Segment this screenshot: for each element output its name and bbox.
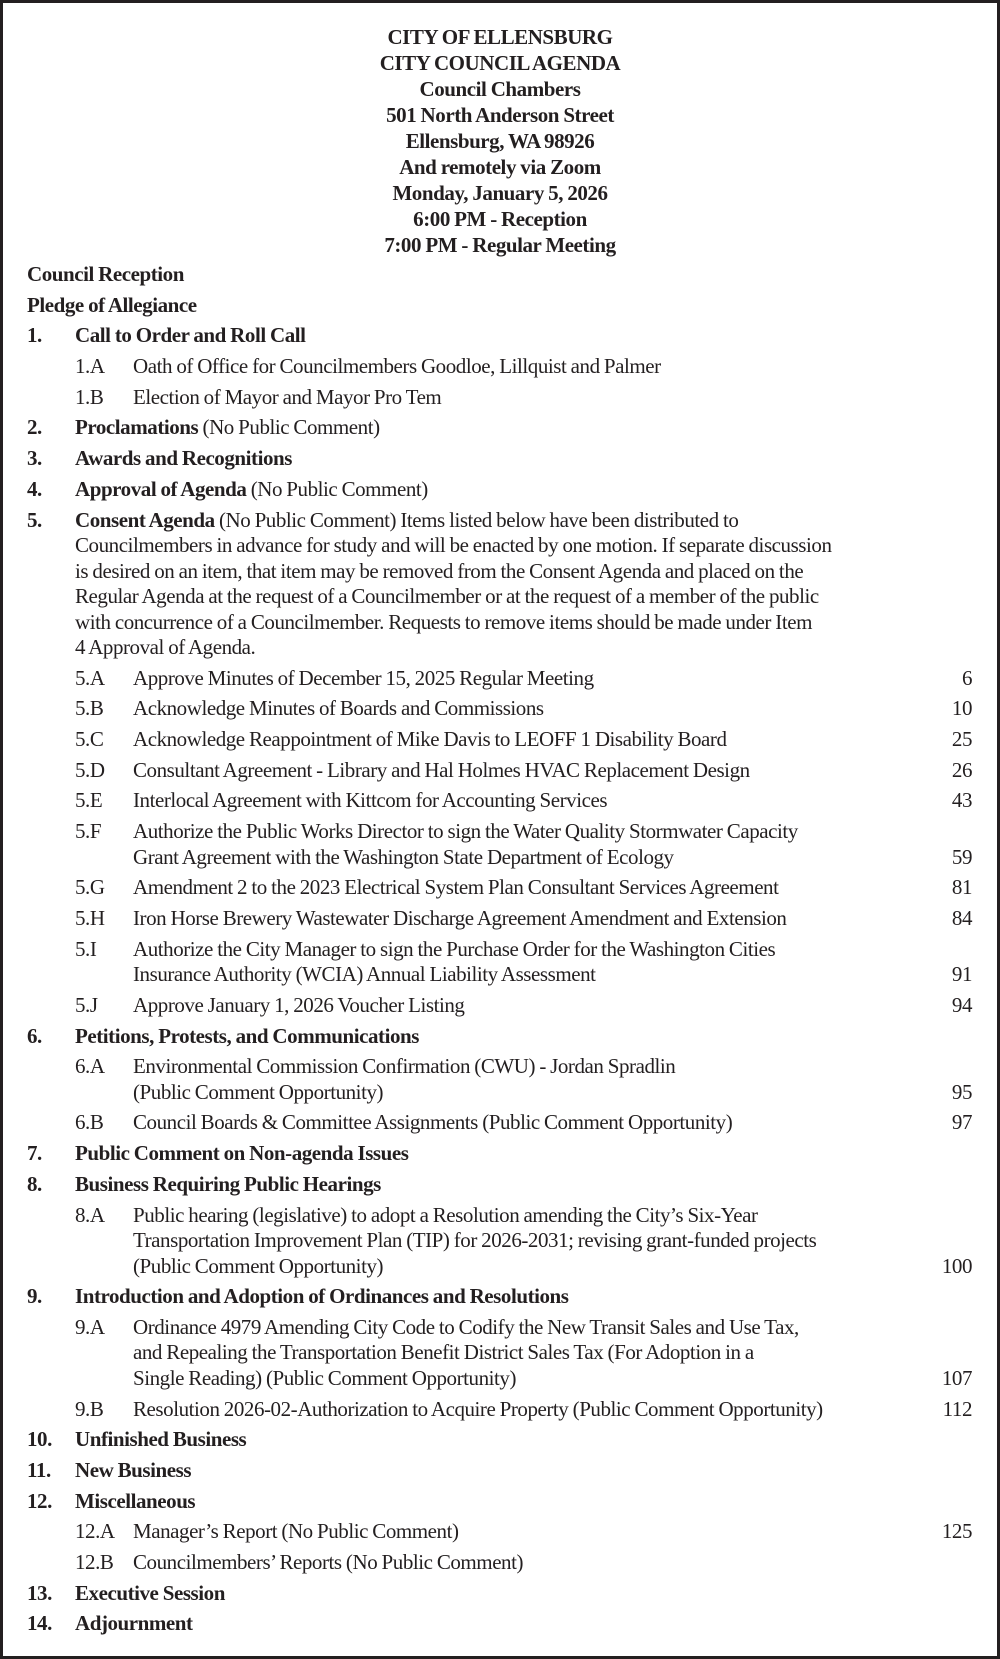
- agenda-item: [27, 1458, 972, 1484]
- agenda-subitem-text: [27, 819, 972, 870]
- packet-page-number: 43: [951, 788, 972, 813]
- agenda-subitem-line: Council Boards & Committee Assignments (Public Comment Opportunity): [133, 1110, 733, 1135]
- agenda-item-heading-line: [75, 1284, 972, 1310]
- agenda-subitem-line: Transportation Improvement Plan (TIP) for 2026-2031; revising grant-funded projects: [133, 1228, 817, 1252]
- agenda-item-note: (No Public Comment): [246, 476, 428, 501]
- agenda-item-heading: [27, 1581, 972, 1607]
- packet-page-number: 94: [951, 992, 972, 1017]
- agenda-subitem-number: 5.D: [75, 757, 105, 782]
- agenda-subitem: [27, 1397, 972, 1423]
- agenda-item-title: Unfinished Business: [75, 1427, 247, 1452]
- agenda-item-number: 13.: [27, 1580, 52, 1605]
- agenda-subitem-text: [27, 1203, 972, 1280]
- agenda-subitem-number: 1.A: [75, 354, 105, 379]
- agenda-item: [27, 1581, 972, 1607]
- agenda-item-title: Introduction and Adoption of Ordinances and Resolutions: [75, 1284, 569, 1309]
- agenda-item-heading-line: [75, 1581, 972, 1607]
- agenda-subitem-text: [27, 993, 972, 1019]
- agenda-item-number: 2.: [27, 415, 42, 440]
- agenda-item-heading-line: [75, 1427, 972, 1453]
- agenda-item-heading-line: [75, 1024, 972, 1050]
- packet-page-number: 81: [951, 875, 972, 900]
- agenda-subitem-text: [27, 666, 972, 692]
- agenda-item-number: 8.: [27, 1171, 42, 1196]
- packet-page-number: 112: [942, 1396, 972, 1421]
- agenda-item-heading: [27, 1427, 972, 1453]
- agenda-item-heading-line: [75, 477, 972, 503]
- agenda-item-heading-line: [75, 446, 972, 472]
- agenda-subitem-text: [27, 1315, 972, 1392]
- agenda-subitem-number: 6.A: [75, 1054, 105, 1079]
- agenda-item-heading-line: [75, 508, 972, 534]
- preamble-pledge: Pledge of Allegiance: [27, 292, 197, 317]
- agenda-item-heading: [27, 1172, 972, 1198]
- packet-page-number: 25: [951, 727, 972, 752]
- agenda-subitem: [27, 993, 972, 1019]
- packet-page-number: 10: [951, 696, 972, 721]
- agenda-item-number: 5.: [27, 507, 42, 532]
- agenda-subitem-number: 8.A: [75, 1202, 105, 1227]
- agenda-item-title: Public Comment on Non-agenda Issues: [75, 1141, 409, 1166]
- agenda-subitem-line: Interlocal Agreement with Kittcom for Accounting Services: [133, 788, 608, 813]
- agenda-item: [27, 508, 972, 661]
- agenda-header: [3, 24, 997, 258]
- header-venue: Council Chambers: [419, 77, 581, 101]
- agenda-subitem-line: Councilmembers’ Reports (No Public Comment): [133, 1550, 524, 1574]
- agenda-item-heading: [27, 1284, 972, 1310]
- agenda-subitem-line: Approve January 1, 2026 Voucher Listing: [133, 992, 465, 1017]
- packet-page-number: 95: [951, 1079, 972, 1104]
- agenda-item: [27, 1141, 972, 1167]
- agenda-item-number: 14.: [27, 1611, 52, 1636]
- agenda-item-note: (No Public Comment): [198, 415, 380, 440]
- agenda-item: [27, 477, 972, 503]
- agenda-subitem: [27, 727, 972, 753]
- agenda-subitem: [27, 696, 972, 722]
- agenda-subitem-line: Approve Minutes of December 15, 2025 Regular Meeting: [133, 665, 594, 690]
- agenda-item-heading: [27, 508, 972, 661]
- agenda-subitem-number: 5.J: [75, 992, 98, 1017]
- agenda-subitem: [27, 1203, 972, 1280]
- agenda-subitem-number: 6.B: [75, 1110, 104, 1135]
- agenda-item-number: 9.: [27, 1284, 42, 1309]
- agenda-item-number: 11.: [27, 1457, 51, 1482]
- agenda-subitem: [27, 788, 972, 814]
- agenda-subitem: [27, 1315, 972, 1392]
- agenda-item: [27, 1284, 972, 1310]
- agenda-body: [27, 262, 972, 1637]
- agenda-subitem-text: [27, 385, 972, 411]
- agenda-item: [27, 446, 972, 472]
- agenda-subitem-line: Public hearing (legislative) to adopt a Resolution amending the City’s Six-Year: [133, 1202, 758, 1227]
- agenda-item: [27, 1427, 972, 1453]
- agenda-item-note-line: with concurrence of a Councilmember. Requests to remove items should be made under Item: [75, 609, 812, 634]
- packet-page-number: 84: [951, 906, 972, 930]
- agenda-subitem: [27, 1519, 972, 1545]
- packet-page-number: 6: [961, 665, 972, 690]
- agenda-subitem-text: [27, 1519, 972, 1545]
- agenda-subitem-line: Manager’s Report (No Public Comment): [133, 1519, 459, 1544]
- header-street: 501 North Anderson Street: [386, 103, 614, 127]
- agenda-subitem-text: [27, 727, 972, 753]
- agenda-item-title: Miscellaneous: [75, 1488, 196, 1513]
- agenda-subitem-line: Single Reading) (Public Comment Opportunity): [133, 1365, 516, 1390]
- agenda-subitem: [27, 937, 972, 988]
- agenda-item: [27, 323, 972, 349]
- agenda-item-heading: [27, 477, 972, 503]
- agenda-item-note-line: Councilmembers in advance for study and will be enacted by one motion. If separate discussion: [75, 533, 832, 557]
- agenda-item: [27, 1024, 972, 1050]
- agenda-item-heading: [27, 1024, 972, 1050]
- agenda-subitem: [27, 906, 972, 932]
- agenda-subitem-line: Environmental Commission Confirmation (CWU) - Jordan Spradlin: [133, 1054, 676, 1079]
- packet-page-number: 91: [951, 962, 972, 987]
- agenda-item-note-line: Regular Agenda at the request of a Councilmember or at the request of a member of the public: [75, 584, 819, 608]
- agenda-item-title: Adjournment: [75, 1611, 193, 1636]
- agenda-subitem-line: Acknowledge Minutes of Boards and Commissions: [133, 696, 544, 721]
- agenda-subitem-number: 9.B: [75, 1396, 104, 1421]
- agenda-subitem: [27, 1110, 972, 1136]
- header-remote: And remotely via Zoom: [399, 155, 601, 179]
- agenda-item-number: 4.: [27, 476, 42, 501]
- agenda-subitem-text: [27, 1110, 972, 1136]
- agenda-subitem-line: Consultant Agreement - Library and Hal Holmes HVAC Replacement Design: [133, 757, 750, 782]
- packet-page-number: 26: [951, 757, 972, 782]
- agenda-subitem-line: Insurance Authority (WCIA) Annual Liability Assessment: [133, 962, 596, 987]
- header-reception-time: 6:00 PM - Reception: [413, 207, 587, 231]
- agenda-subitem-line: Authorize the Public Works Director to sign the Water Quality Stormwater Capacity: [133, 819, 798, 844]
- agenda-subitem-text: [27, 696, 972, 722]
- agenda-item-title: Awards and Recognitions: [75, 446, 292, 471]
- agenda-subitem-text: [27, 788, 972, 814]
- header-city: CITY OF ELLENSBURG: [387, 25, 613, 49]
- packet-page-number: 100: [941, 1253, 972, 1278]
- agenda-subitem-number: 1.B: [75, 384, 104, 409]
- agenda-subitem: [27, 1054, 972, 1105]
- agenda-subitem-number: 9.A: [75, 1314, 105, 1339]
- agenda-item-title: Executive Session: [75, 1580, 225, 1605]
- agenda-item-title: Proclamations: [75, 415, 199, 440]
- agenda-subitem: [27, 385, 972, 411]
- agenda-item-heading-line: [75, 323, 972, 349]
- agenda-subitem-number: 5.E: [75, 788, 103, 813]
- header-date: Monday, January 5, 2026: [392, 181, 608, 205]
- agenda-subitem-number: 5.I: [75, 936, 97, 961]
- agenda-subitem: [27, 1550, 972, 1576]
- agenda-item-heading: [27, 415, 972, 441]
- agenda-subitem-text: [27, 906, 972, 932]
- agenda-subitem-line: Amendment 2 to the 2023 Electrical System Plan Consultant Services Agreement: [133, 875, 779, 900]
- agenda-item-number: 7.: [27, 1141, 42, 1166]
- agenda-subitem: [27, 758, 972, 784]
- agenda-item-heading: [27, 446, 972, 472]
- agenda-subitem-line: Ordinance 4979 Amending City Code to Codify the New Transit Sales and Use Tax,: [133, 1314, 799, 1339]
- agenda-item-note-line: is desired on an item, that item may be removed from the Consent Agenda and placed on the: [75, 558, 804, 583]
- agenda-subitem-text: [27, 1397, 972, 1423]
- agenda-item: [27, 1172, 972, 1198]
- agenda-item-title: Petitions, Protests, and Communications: [75, 1023, 419, 1048]
- agenda-item-heading: [27, 1489, 972, 1515]
- preamble-council-reception: Council Reception: [27, 262, 184, 286]
- agenda-item-number: 6.: [27, 1023, 42, 1048]
- agenda-item-heading: [27, 1141, 972, 1167]
- agenda-subitem-text: [27, 354, 972, 380]
- agenda-item-note-line: 4 Approval of Agenda.: [75, 635, 256, 659]
- agenda-subitem-number: 12.A: [75, 1519, 115, 1544]
- agenda-item-number: 3.: [27, 446, 42, 471]
- agenda-subitem-line: (Public Comment Opportunity): [133, 1253, 384, 1278]
- agenda-subitem-line: and Repealing the Transportation Benefit District Sales Tax (For Adoption in a: [133, 1340, 754, 1365]
- agenda-subitem-number: 5.G: [75, 875, 105, 900]
- agenda-item: [27, 1489, 972, 1515]
- agenda-item-title: Call to Order and Roll Call: [75, 323, 306, 348]
- agenda-item-title: New Business: [75, 1457, 192, 1482]
- packet-page-number: 59: [951, 844, 972, 869]
- header-city-state-zip: Ellensburg, WA 98926: [405, 129, 595, 153]
- header-meeting-time: 7:00 PM - Regular Meeting: [384, 233, 616, 257]
- agenda-subitem-line: Resolution 2026-02-Authorization to Acquire Property (Public Comment Opportunity): [133, 1396, 823, 1421]
- agenda-item-heading: [27, 1458, 972, 1484]
- agenda-subitem: [27, 819, 972, 870]
- packet-page-number: 97: [951, 1110, 972, 1135]
- agenda-subitem-number: 5.C: [75, 727, 104, 752]
- agenda-subitem-text: [27, 1550, 972, 1576]
- agenda-subitem-line: Election of Mayor and Mayor Pro Tem: [133, 384, 442, 409]
- agenda-item-heading-line: [75, 1489, 972, 1515]
- agenda-subitem-line: Oath of Office for Councilmembers Goodloe, Lillquist and Palmer: [133, 354, 661, 379]
- agenda-item-heading-line: [75, 1172, 972, 1198]
- agenda-item-heading: [27, 323, 972, 349]
- agenda-subitem-line: Grant Agreement with the Washington State Department of Ecology: [133, 844, 674, 869]
- agenda-item-number: 1.: [27, 323, 42, 348]
- agenda-item-heading-line: [75, 1458, 972, 1484]
- header-doc-title: CITY COUNCIL AGENDA: [379, 51, 621, 75]
- agenda-subitem-text: [27, 937, 972, 988]
- agenda-item-number: 10.: [27, 1427, 52, 1452]
- agenda-item: [27, 1611, 972, 1637]
- agenda-item-note: (No Public Comment) Items listed below have been distributed to: [214, 507, 739, 532]
- agenda-subitem-line: (Public Comment Opportunity): [133, 1079, 384, 1104]
- agenda-subitem-line: Authorize the City Manager to sign the Purchase Order for the Washington Cities: [133, 936, 776, 961]
- agenda-subitem: [27, 666, 972, 692]
- agenda-item-heading-line: [75, 415, 972, 441]
- agenda-item-title: Consent Agenda: [75, 507, 215, 532]
- agenda-subitem: [27, 354, 972, 380]
- agenda-item-heading-line: [75, 1141, 972, 1167]
- agenda-subitem: [27, 875, 972, 901]
- agenda-subitem-number: 12.B: [75, 1550, 114, 1574]
- agenda-item-title: Business Requiring Public Hearings: [75, 1171, 381, 1196]
- agenda-subitem-text: [27, 875, 972, 901]
- packet-page-number: 107: [941, 1365, 972, 1390]
- agenda-subitem-text: [27, 1054, 972, 1105]
- agenda-subitem-line: Acknowledge Reappointment of Mike Davis to LEOFF 1 Disability Board: [133, 727, 727, 752]
- packet-page-number: 125: [941, 1519, 972, 1544]
- agenda-subitem-number: 5.A: [75, 665, 105, 690]
- agenda-subitem-number: 5.H: [75, 906, 105, 930]
- agenda-item-title: Approval of Agenda: [75, 476, 247, 501]
- agenda-item-heading-line: [75, 1611, 972, 1637]
- agenda-subitem-number: 5.B: [75, 696, 104, 721]
- agenda-subitem-number: 5.F: [75, 819, 102, 844]
- agenda-item-number: 12.: [27, 1488, 52, 1513]
- agenda-subitem-line: Iron Horse Brewery Wastewater Discharge Agreement Amendment and Extension: [133, 906, 787, 930]
- agenda-subitem-text: [27, 758, 972, 784]
- agenda-item-heading: [27, 1611, 972, 1637]
- agenda-item: [27, 415, 972, 441]
